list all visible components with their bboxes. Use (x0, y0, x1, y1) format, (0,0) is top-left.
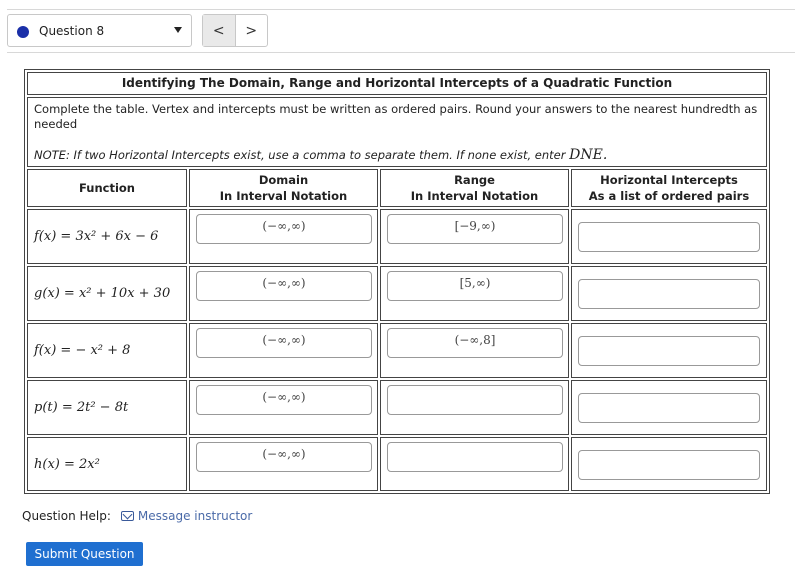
range-input[interactable]: (−∞,8] (387, 328, 563, 358)
domain-cell (189, 323, 378, 378)
header-range-line2: In Interval Notation (410, 189, 539, 203)
domain-input[interactable]: (−∞,∞) (196, 214, 372, 244)
header-function (27, 169, 187, 207)
function-cell: p(t) = 2t² − 8t (27, 380, 187, 435)
domain-cell (189, 380, 378, 435)
message-instructor-link[interactable]: Message instructor (137, 509, 253, 523)
intercepts-cell (571, 437, 767, 491)
range-cell (380, 380, 569, 435)
range-input[interactable] (387, 442, 563, 472)
question-nav (202, 14, 268, 47)
intercepts-cell (571, 380, 767, 435)
table-instructions (27, 97, 767, 167)
function-cell: h(x) = 2x² (27, 437, 187, 491)
header-domain (189, 169, 378, 207)
table-note (34, 148, 607, 163)
chevron-down-icon (174, 27, 182, 33)
question-status-dot-icon (17, 26, 29, 38)
header-intercepts-line1: Horizontal Intercepts (600, 173, 738, 187)
instructions-text: Complete the table. Vertex and intercepts must be written as ordered pairs. Round your answers to the nearest hundredth as needed (34, 102, 758, 131)
question-help (22, 509, 252, 523)
intercepts-input[interactable] (578, 222, 760, 252)
intercepts-input[interactable] (578, 336, 760, 366)
function-cell: f(x) = − x² + 8 (27, 323, 187, 378)
range-input[interactable] (387, 385, 563, 415)
note-text: NOTE: If two Horizontal Intercepts exist, use a comma to separate them. If none exist, enter (34, 148, 570, 162)
range-cell (380, 209, 569, 264)
domain-cell (189, 437, 378, 491)
function-cell: f(x) = 3x² + 6x − 6 (27, 209, 187, 264)
previous-question-button[interactable]: < (203, 15, 236, 46)
question-selector[interactable] (7, 14, 192, 47)
header-domain-line2: In Interval Notation (219, 189, 348, 203)
note-dne: DNE. (569, 147, 608, 163)
intercepts-cell (571, 266, 767, 321)
domain-input[interactable]: (−∞,∞) (196, 442, 372, 472)
domain-input[interactable]: (−∞,∞) (196, 328, 372, 358)
mail-icon[interactable] (121, 511, 134, 521)
domain-cell (189, 266, 378, 321)
function-cell: g(x) = x² + 10x + 30 (27, 266, 187, 321)
domain-input[interactable]: (−∞,∞) (196, 271, 372, 301)
intercepts-cell (571, 323, 767, 378)
range-input[interactable]: [5,∞) (387, 271, 563, 301)
top-divider (7, 9, 795, 10)
header-domain-line1: Domain (258, 173, 309, 187)
range-cell (380, 437, 569, 491)
intercepts-cell (571, 209, 767, 264)
intercepts-input[interactable] (578, 450, 760, 480)
domain-cell (189, 209, 378, 264)
question-table (24, 69, 770, 494)
header-divider (7, 52, 795, 53)
header-intercepts-line2: As a list of ordered pairs (588, 189, 750, 203)
question-help-label: Question Help: (22, 509, 111, 523)
question-selector-label: Question 8 (39, 24, 105, 38)
intercepts-input[interactable] (578, 393, 760, 423)
range-cell (380, 266, 569, 321)
submit-question-button[interactable]: Submit Question (26, 542, 143, 566)
intercepts-input[interactable] (578, 279, 760, 309)
header-intercepts (571, 169, 767, 207)
header-function-label: Function (78, 181, 135, 195)
header-range-line1: Range (454, 173, 495, 187)
table-title: Identifying The Domain, Range and Horizontal Intercepts of a Quadratic Function (27, 72, 767, 95)
domain-input[interactable]: (−∞,∞) (196, 385, 372, 415)
next-question-button[interactable]: > (245, 22, 258, 39)
range-cell (380, 323, 569, 378)
range-input[interactable]: [−9,∞) (387, 214, 563, 244)
header-range (380, 169, 569, 207)
